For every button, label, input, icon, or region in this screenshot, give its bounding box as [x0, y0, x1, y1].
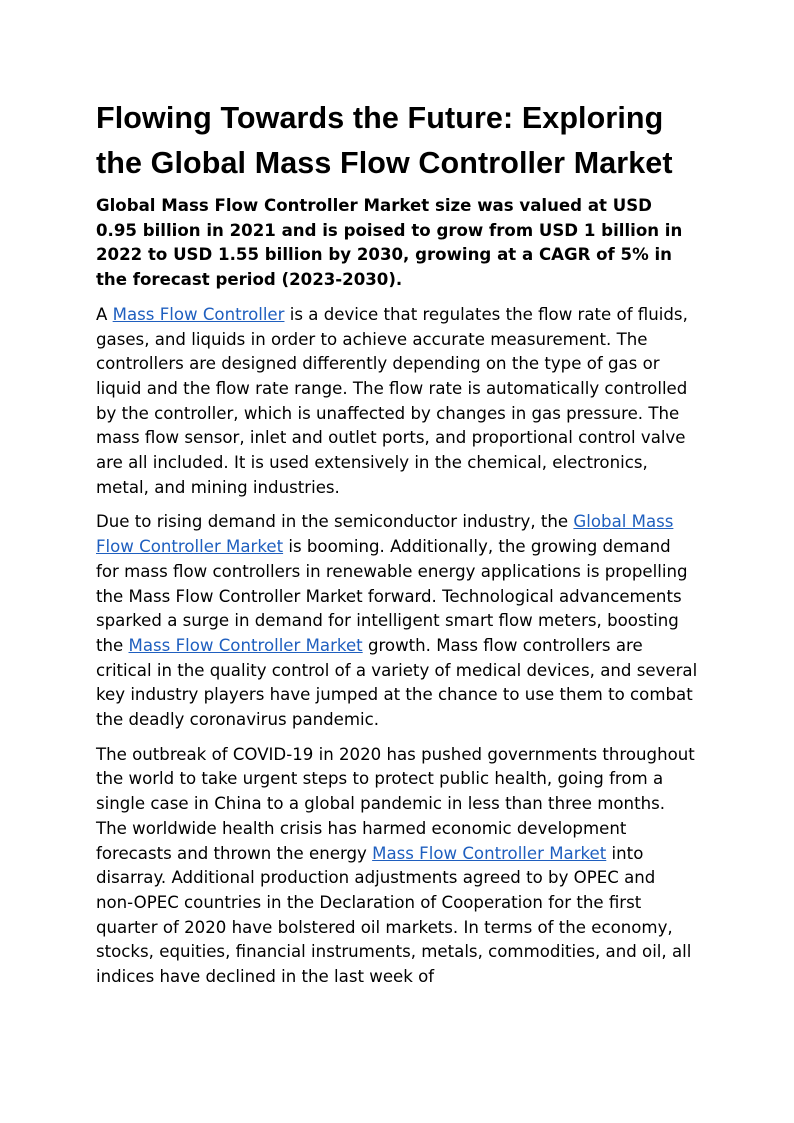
text-segment: growth. Mass flow controllers are critical in the quality control of a variety of medical devices, and several key industry players have jumped at the chance to use them to combat the deadly coronavirus pandemic.	[96, 635, 698, 730]
market-link[interactable]: Mass Flow Controller Market	[128, 635, 363, 655]
paragraph-covid	[96, 743, 698, 990]
text-segment: into disarray. Additional production adjustments agreed to by OPEC and non-OPEC countries in the Declaration of Cooperation for the first quarter of 2020 have bolstered oil markets. In terms of the economy, stocks, equities, financial instruments, metals, commodities, and oil, all indices have declined in the last week of	[96, 843, 692, 987]
paragraph-definition	[96, 303, 698, 501]
document-page	[96, 96, 698, 1000]
text-segment: Due to rising demand in the semiconductor industry, the	[96, 512, 574, 532]
text-segment: The outbreak of COVID-19 in 2020 has pushed governments throughout the world to take urgent steps to protect public health, going from a single case in China to a global pandemic in less than three months. The worldwide health crisis has harmed economic development forecasts and thrown the energy	[96, 744, 695, 863]
mass-flow-controller-link[interactable]: Mass Flow Controller	[112, 304, 285, 324]
market-summary: Global Mass Flow Controller Market size was valued at USD 0.95 billion in 2021 and is poised to grow from USD 1 billion in 2022 to USD 1.55 billion by 2030, growing at a CAGR of 5% in the forecast period (2023-2030).	[96, 196, 683, 290]
page-title: Flowing Towards the Future: Exploring the Global Mass Flow Controller Market	[96, 101, 673, 180]
text-segment: is booming. Additionally, the growing demand for mass flow controllers in renewable energy applications is propelling the Mass Flow Controller Market forward. Technological advancements sparked a surge in demand for intelligent smart flow meters, boosting the	[96, 537, 688, 655]
global-market-link[interactable]: Global Mass Flow Controller Market	[96, 512, 674, 557]
paragraph-demand	[96, 510, 698, 732]
text-segment: is a device that regulates the flow rate of fluids, gases, and liquids in order to achieve accurate measurement. The controllers are designed differently depending on the type of gas or liquid and the flow rate range. The flow rate is automatically controlled by the controller, which is unaffected by changes in gas pressure. The mass flow sensor, inlet and outlet ports, and proportional control valve are all included. It is used extensively in the chemical, electronics, metal, and mining industries.	[96, 304, 688, 497]
energy-market-link[interactable]: Mass Flow Controller Market	[372, 843, 607, 863]
text-segment: A	[96, 304, 113, 324]
